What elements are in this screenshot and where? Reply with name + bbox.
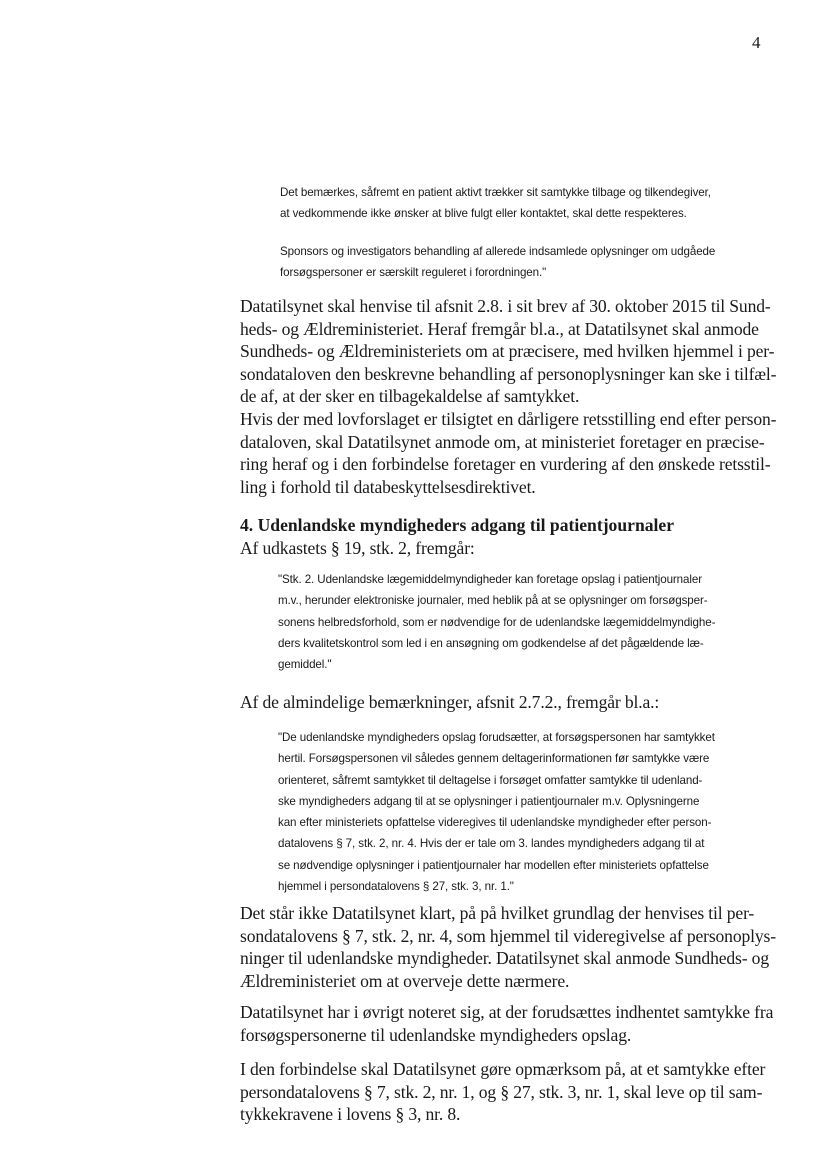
text-line: gemiddel."	[278, 658, 332, 672]
text-line: ling i forhold til databeskyttelsesdirektivet.	[240, 476, 536, 497]
quote-block-4	[278, 727, 768, 897]
text-line: de af, at der sker en tilbagekaldelse af samtykket.	[240, 386, 580, 406]
text-line: sonens helbredsforhold, som er nødvendige for de udenlandske lægemiddelmyndighe-	[278, 615, 716, 629]
text-line: Det står ikke Datatilsynet klart, på på hvilket grundlag der henvises til per-	[240, 903, 755, 923]
paragraph-2	[240, 408, 780, 498]
text-line: I den forbindelse skal Datatilsynet gøre opmærksom på, at et samtykke efter	[240, 1059, 766, 1079]
paragraph-5	[240, 1001, 780, 1046]
text-line: persondatalovens § 7, stk. 2, nr. 1, og § 27, stk. 3, nr. 1, skal leve op til sam-	[240, 1081, 763, 1102]
section-intro: Af udkastets § 19, stk. 2, fremgår:	[240, 537, 475, 558]
paragraph-1	[240, 295, 780, 408]
paragraph-6	[240, 1058, 780, 1126]
text-line: "De udenlandske myndigheders opslag forudsætter, at forsøgspersonen har samtykket	[278, 731, 715, 744]
paragraph-4	[240, 902, 780, 992]
quote-block-1	[280, 182, 790, 225]
text-line: datalovens § 7, stk. 2, nr. 4. Hvis der er tale om 3. landes myndigheders adgang til at	[278, 837, 705, 851]
text-line: hertil. Forsøgspersonen vil således gennem deltagerinformationen før samtykke være	[278, 752, 710, 766]
text-line: Det bemærkes, såfremt en patient aktivt trækker sit samtykke tilbage og tilkendegiver,	[280, 186, 711, 199]
text-line: forsøgspersoner er særskilt reguleret i forordningen."	[280, 266, 547, 280]
text-line: at vedkommende ikke ønsker at blive fulgt eller kontaktet, skal dette respekteres.	[280, 207, 687, 221]
text-line: Sponsors og investigators behandling af allerede indsamlede oplysninger om udgåede	[280, 245, 716, 258]
text-line: forsøgspersonerne til udenlandske myndigheders opslag.	[240, 1024, 632, 1045]
text-line: orienteret, såfremt samtykket til deltagelse i forsøget omfatter samtykke til udenland-	[278, 773, 703, 787]
text-line: ring heraf og i den forbindelse foretager en vurdering af den ønskede retsstil-	[240, 454, 771, 474]
text-line: m.v., herunder elektroniske journaler, med heblik på at se oplysninger om forsøgsper-	[278, 594, 708, 608]
page-number: 4	[752, 33, 761, 52]
text-line: hjemmel i persondatalovens § 27, stk. 3, nr. 1."	[278, 880, 514, 894]
paragraph-3: Af de almindelige bemærkninger, afsnit 2.7.2., fremgår bl.a.:	[240, 692, 660, 712]
text-line: Sundheds- og Ældreministeriets om at præcisere, med hvilken hjemmel i per-	[240, 341, 775, 361]
text-line: tykkekravene i lovens § 3, nr. 8.	[240, 1104, 461, 1124]
text-line: Hvis der med lovforslaget er tilsigtet en dårligere retsstilling end efter person-	[240, 409, 777, 429]
text-line: sondataloven den beskrevne behandling af personoplysninger kan ske i tilfæl-	[240, 363, 777, 384]
text-line: sondatalovens § 7, stk. 2, nr. 4, som hjemmel til videregivelse af personoplys-	[240, 925, 776, 946]
text-line: ders kvalitetskontrol som led i en ansøgning om godkendelse af det pågældende læ-	[278, 636, 704, 650]
text-line: ske myndigheders adgang til at se oplysninger i patientjournaler m.v. Oplysningerne	[278, 794, 700, 808]
text-line: se nødvendige oplysninger i patientjournaler har modellen efter ministeriets opfattelse	[278, 858, 709, 872]
quote-block-3	[278, 569, 768, 675]
text-line: Datatilsynet har i øvrigt noteret sig, at der forudsættes indhentet samtykke fra	[240, 1002, 774, 1022]
text-line: Ældreministeriet om at overveje dette nærmere.	[240, 970, 570, 991]
text-line: heds- og Ældreministeriet. Heraf fremgår bl.a., at Datatilsynet skal anmode	[240, 318, 759, 339]
text-line: Datatilsynet skal henvise til afsnit 2.8. i sit brev af 30. oktober 2015 til Sund-	[240, 296, 771, 316]
text-line: kan efter ministeriets opfattelse videregives til udenlandske myndigheder efter person-	[278, 816, 712, 830]
section-4	[240, 514, 800, 559]
quote-block-2	[280, 241, 790, 284]
text-line: "Stk. 2. Udenlandske lægemiddelmyndigheder kan foretage opslag i patientjournaler	[278, 573, 702, 586]
text-line: dataloven, skal Datatilsynet anmode om, at ministeriet foretager en præcise-	[240, 431, 765, 452]
text-line: ninger til udenlandske myndigheder. Datatilsynet skal anmode Sundheds- og	[240, 948, 769, 968]
section-heading: 4. Udenlandske myndigheders adgang til patientjournaler	[240, 515, 675, 535]
